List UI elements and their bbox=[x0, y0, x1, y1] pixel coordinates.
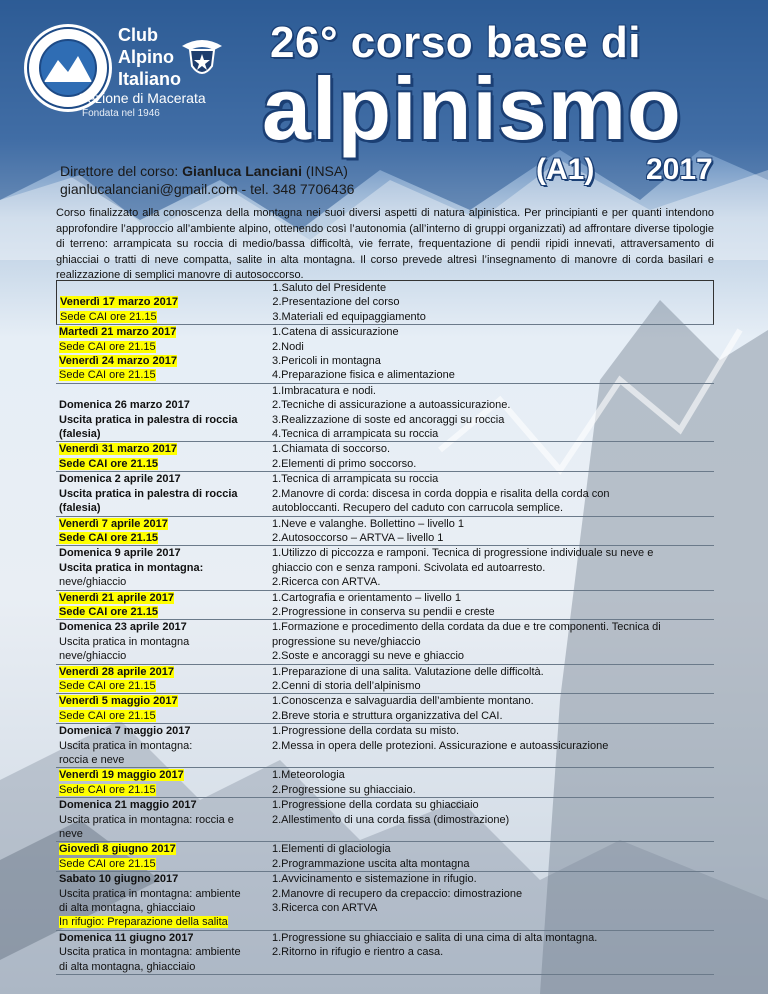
schedule-topic-line: 1.Saluto del Presidente bbox=[272, 282, 387, 294]
schedule-topic-line: 1.Formazione e procedimento della cordata da due e tre componenti. Tecnica di bbox=[272, 621, 661, 634]
schedule-table bbox=[56, 280, 714, 975]
schedule-topic-line: 1.Progressione della cordata su misto. bbox=[272, 725, 460, 738]
schedule-date-cell bbox=[56, 798, 268, 841]
course-year: 2017 bbox=[646, 153, 713, 186]
schedule-topic-line: 2.Progressione in conserva su pendii e creste bbox=[272, 605, 495, 618]
schedule-date-cell bbox=[56, 665, 268, 694]
schedule-date-line: Giovedì 8 giugno 2017 bbox=[59, 843, 176, 856]
schedule-row bbox=[56, 442, 714, 472]
schedule-date-line: Uscita pratica in montagna: roccia e bbox=[59, 813, 234, 826]
schedule-date-line: Venerdì 31 marzo 2017 bbox=[59, 443, 178, 456]
schedule-date-line: Venerdì 24 marzo 2017 bbox=[59, 355, 178, 368]
schedule-topics-cell bbox=[268, 665, 714, 694]
schedule-date-line: Sede CAI ore 21.15 bbox=[59, 531, 159, 544]
schedule-topics-cell bbox=[268, 798, 714, 841]
schedule-date-line: Uscita pratica in montagna: bbox=[59, 739, 193, 752]
schedule-date-line: Domenica 21 maggio 2017 bbox=[59, 799, 197, 812]
schedule-date-cell bbox=[56, 842, 268, 871]
schedule-topic-line: 2.Ritorno in rifugio e rientro a casa. bbox=[272, 946, 444, 959]
schedule-topic-line: progressione su neve/ghiaccio bbox=[272, 635, 421, 648]
schedule-topic-line: 1.Elementi di glaciologia bbox=[272, 843, 391, 856]
schedule-date-cell bbox=[56, 517, 268, 546]
schedule-date-line: (falesia) bbox=[59, 502, 101, 515]
director-name: Gianluca Lanciani bbox=[182, 163, 302, 179]
schedule-date-line: Venerdì 5 maggio 2017 bbox=[59, 695, 178, 708]
title-line-2: alpinismo bbox=[262, 59, 682, 158]
schedule-date-cell bbox=[56, 620, 268, 663]
schedule-row bbox=[56, 665, 714, 695]
schedule-topic-line: autobloccanti. Recupero del caduto con carrucola semplice. bbox=[272, 502, 564, 515]
sezione-label: Sezione di Macerata bbox=[78, 90, 206, 106]
schedule-topics-cell bbox=[268, 931, 714, 974]
club-name-line-3: Italiano bbox=[118, 69, 182, 89]
schedule-date-line: Sede CAI ore 21.15 bbox=[59, 369, 156, 382]
schedule-topics-cell bbox=[268, 768, 714, 797]
schedule-date-line: Sede CAI ore 21.15 bbox=[59, 783, 156, 796]
schedule-date-cell bbox=[56, 442, 268, 471]
schedule-row bbox=[56, 798, 714, 842]
schedule-date-line: Venerdì 21 aprile 2017 bbox=[59, 591, 174, 604]
schedule-topics-cell bbox=[268, 384, 714, 442]
schedule-topic-line: 3.Pericoli in montagna bbox=[272, 355, 381, 368]
schedule-topic-line bbox=[272, 915, 714, 929]
schedule-topics-cell bbox=[268, 325, 714, 383]
schedule-row bbox=[56, 768, 714, 798]
schedule-date-line: Domenica 11 giugno 2017 bbox=[59, 931, 194, 944]
schedule-row bbox=[56, 517, 714, 547]
schedule-topics-cell bbox=[268, 872, 714, 930]
schedule-date-cell bbox=[56, 768, 268, 797]
course-level: (A1) bbox=[536, 153, 595, 186]
schedule-date-line: Uscita pratica in montagna: ambiente bbox=[59, 946, 241, 959]
schedule-date-line: Venerdì 28 aprile 2017 bbox=[59, 665, 174, 678]
schedule-topic-line: 2.Breve storia e struttura organizzativa del CAI. bbox=[272, 709, 503, 722]
club-name-line-2: Alpino bbox=[118, 47, 174, 67]
schedule-date-cell bbox=[56, 591, 268, 620]
schedule-topics-cell bbox=[268, 842, 714, 871]
schedule-date-cell bbox=[57, 281, 268, 324]
schedule-date-line: Uscita pratica in montagna bbox=[59, 635, 190, 648]
schedule-row bbox=[56, 591, 714, 621]
schedule-date-line: Sabato 10 giugno 2017 bbox=[59, 873, 179, 886]
schedule-date-line: Uscita pratica in palestra di roccia bbox=[59, 487, 238, 500]
schedule-topic-line: 2.Soste e ancoraggi su neve e ghiaccio bbox=[272, 650, 465, 663]
schedule-date-line: Sede CAI ore 21.15 bbox=[59, 857, 156, 870]
schedule-row bbox=[56, 384, 714, 443]
title-line-1: 26° corso base di bbox=[270, 18, 641, 67]
schedule-row bbox=[56, 620, 714, 664]
schedule-date-line: Sede CAI ore 21.15 bbox=[59, 679, 156, 692]
schedule-topic-line bbox=[272, 827, 714, 841]
schedule-date-line: Venerdì 17 marzo 2017 bbox=[60, 296, 179, 309]
schedule-date-line: Uscita pratica in palestra di roccia bbox=[59, 413, 238, 426]
schedule-row bbox=[56, 724, 714, 768]
schedule-date-line: neve/ghiaccio bbox=[59, 650, 127, 663]
schedule-date-line: di alta montagna, ghiacciaio bbox=[59, 960, 196, 973]
schedule-date-line: Sede CAI ore 21.15 bbox=[59, 340, 156, 353]
schedule-topics-cell bbox=[268, 517, 714, 546]
schedule-date-line: roccia e neve bbox=[59, 754, 125, 766]
schedule-date-line: Domenica 7 maggio 2017 bbox=[59, 725, 191, 738]
schedule-topic-line: 2.Ricerca con ARTVA. bbox=[272, 576, 381, 589]
schedule-topics-cell bbox=[268, 591, 714, 620]
schedule-topic-line: 1.Avvicinamento e sistemazione in rifugio. bbox=[272, 873, 477, 886]
schedule-date-line: (falesia) bbox=[59, 428, 101, 441]
schedule-topic-line: 1.Chiamata di soccorso. bbox=[272, 443, 390, 456]
schedule-topic-line: 3.Realizzazione di soste ed ancoraggi su roccia bbox=[272, 413, 505, 426]
director-suffix: (INSA) bbox=[305, 163, 348, 179]
schedule-topic-line bbox=[272, 753, 714, 767]
schedule-date-line bbox=[59, 385, 62, 397]
schedule-date-line: In rifugio: Preparazione della salita bbox=[59, 916, 228, 929]
schedule-topic-line: 1.Tecnica di arrampicata su roccia bbox=[272, 473, 439, 486]
schedule-row bbox=[56, 842, 714, 872]
club-name-line-1: Club bbox=[118, 25, 158, 45]
schedule-topics-cell bbox=[268, 620, 714, 663]
schedule-row bbox=[56, 872, 714, 931]
director-label: Direttore del corso: bbox=[60, 163, 179, 179]
schedule-topic-line: 2.Elementi di primo soccorso. bbox=[272, 457, 417, 470]
schedule-date-line: Venerdì 7 aprile 2017 bbox=[59, 517, 168, 530]
schedule-topics-cell bbox=[268, 546, 714, 589]
schedule-row bbox=[56, 694, 714, 724]
schedule-date-line: Martedì 21 marzo 2017 bbox=[59, 326, 177, 339]
schedule-topic-line: 1.Catena di assicurazione bbox=[272, 326, 399, 339]
schedule-topic-line: 1.Preparazione di una salita. Valutazione delle difficoltà. bbox=[272, 665, 544, 678]
schedule-row bbox=[56, 472, 714, 516]
schedule-date-line: Sede CAI ore 21.15 bbox=[59, 709, 156, 722]
schedule-date-line: Domenica 9 aprile 2017 bbox=[59, 547, 181, 560]
schedule-topic-line: 3.Materiali ed equipaggiamento bbox=[272, 310, 426, 323]
schedule-date-cell bbox=[56, 472, 268, 515]
schedule-date-line bbox=[60, 282, 63, 294]
fondata-label: Fondata nel 1946 bbox=[82, 108, 160, 119]
schedule-date-cell bbox=[56, 325, 268, 383]
schedule-topic-line: 4.Preparazione fisica e alimentazione bbox=[272, 369, 455, 382]
schedule-date-line: Domenica 26 marzo 2017 bbox=[59, 399, 190, 412]
schedule-topic-line: 3.Ricerca con ARTVA bbox=[272, 902, 378, 915]
schedule-topic-line: 1.Progressione della cordata su ghiacciaio bbox=[272, 799, 479, 812]
schedule-topics-cell bbox=[268, 281, 713, 324]
schedule-topic-line: 1.Utilizzo di piccozza e ramponi. Tecnica di progressione individuale su neve e bbox=[272, 547, 654, 560]
cai-eagle-emblem-icon bbox=[180, 36, 224, 84]
schedule-date-line: Sede CAI ore 21.15 bbox=[59, 457, 159, 470]
schedule-topic-line: 2.Messa in opera delle protezioni. Assicurazione e autoassicurazione bbox=[272, 739, 609, 752]
club-name bbox=[118, 24, 181, 90]
schedule-topic-line: 2.Tecniche di assicurazione a autoassicurazione. bbox=[272, 399, 511, 412]
schedule-date-line: Sede CAI ore 21.15 bbox=[59, 605, 159, 618]
schedule-date-line: Sede CAI ore 21.15 bbox=[60, 310, 157, 323]
schedule-topic-line: 2.Manovre di corda: discesa in corda doppia e risalita della corda con bbox=[272, 487, 610, 500]
schedule-date-line: Venerdì 19 maggio 2017 bbox=[59, 769, 184, 782]
director-contact: gianlucalanciani@gmail.com - tel. 348 7706436 bbox=[60, 181, 355, 197]
schedule-date-line: di alta montagna, ghiacciaio bbox=[59, 902, 196, 915]
schedule-row bbox=[56, 931, 714, 975]
course-intro: Corso finalizzato alla conoscenza della montagna nei suoi diversi aspetti di natura alpinistica. Per principianti e per quanti intendono approfondire l’approccio all’ambiente alpino, ottenendo così l’autonomia (all’interno di gruppi organizzati) ad affrontare diverse tipologie di terreno: arrampicata su roccia di medio/bassa difficoltà, vie ferrate, frequentazione di pendii ripidi innevati, attraversamento di ghiacciai o tratti di neve compatta, salite in alta montagna. Il corso prevede altresì l’insegnamento di manovre di corda basilari e realizzazione di semplici manovre di autosoccorso. bbox=[56, 207, 714, 282]
schedule-date-cell bbox=[56, 384, 268, 442]
schedule-topic-line: 1.Cartografia e orientamento – livello 1 bbox=[272, 591, 461, 604]
schedule-topic-line: 2.Allestimento di una corda fissa (dimostrazione) bbox=[272, 813, 510, 826]
schedule-row bbox=[56, 325, 714, 384]
schedule-date-cell bbox=[56, 546, 268, 589]
schedule-topic-line: 1.Imbracatura e nodi. bbox=[272, 384, 376, 397]
schedule-topic-line: 2.Progressione su ghiacciaio. bbox=[272, 783, 416, 796]
schedule-row bbox=[56, 280, 714, 325]
schedule-date-line: neve/ghiaccio bbox=[59, 576, 127, 589]
schedule-date-cell bbox=[56, 694, 268, 723]
schedule-date-line: neve bbox=[59, 828, 83, 841]
schedule-topic-line: 1.Progressione su ghiacciaio e salita di una cima di alta montagna. bbox=[272, 931, 598, 944]
director-line bbox=[60, 163, 348, 179]
schedule-topic-line: 2.Nodi bbox=[272, 340, 304, 353]
schedule-topic-line bbox=[272, 960, 714, 974]
schedule-date-cell bbox=[56, 931, 268, 974]
schedule-date-cell bbox=[56, 724, 268, 767]
schedule-row bbox=[56, 546, 714, 590]
schedule-topic-line: 1.Meteorologia bbox=[272, 769, 345, 782]
schedule-topic-line: ghiaccio con e senza ramponi. Scivolata ed autoarresto. bbox=[272, 561, 546, 574]
schedule-topic-line: 2.Autosoccorso – ARTVA – livello 1 bbox=[272, 531, 444, 544]
schedule-date-line: Uscita pratica in montagna: ambiente bbox=[59, 887, 241, 900]
schedule-date-line: Uscita pratica in montagna: bbox=[59, 561, 204, 574]
schedule-date-line: Domenica 23 aprile 2017 bbox=[59, 621, 187, 634]
schedule-topic-line: 1.Neve e valanghe. Bollettino – livello 1 bbox=[272, 517, 465, 530]
schedule-topics-cell bbox=[268, 472, 714, 515]
schedule-topics-cell bbox=[268, 442, 714, 471]
schedule-topic-line: 4.Tecnica di arrampicata su roccia bbox=[272, 428, 439, 441]
schedule-topics-cell bbox=[268, 724, 714, 767]
schedule-topic-line: 2.Presentazione del corso bbox=[272, 296, 400, 309]
schedule-topic-line: 2.Programmazione uscita alta montagna bbox=[272, 857, 470, 870]
header bbox=[0, 0, 768, 205]
schedule-topic-line: 1.Conoscenza e salvaguardia dell’ambiente montano. bbox=[272, 695, 534, 708]
schedule-topics-cell bbox=[268, 694, 714, 723]
schedule-topic-line: 2.Manovre di recupero da crepaccio: dimostrazione bbox=[272, 887, 523, 900]
schedule-date-line: Domenica 2 aprile 2017 bbox=[59, 473, 181, 486]
schedule-topic-line: 2.Cenni di storia dell’alpinismo bbox=[272, 679, 421, 692]
schedule-date-cell bbox=[56, 872, 268, 930]
